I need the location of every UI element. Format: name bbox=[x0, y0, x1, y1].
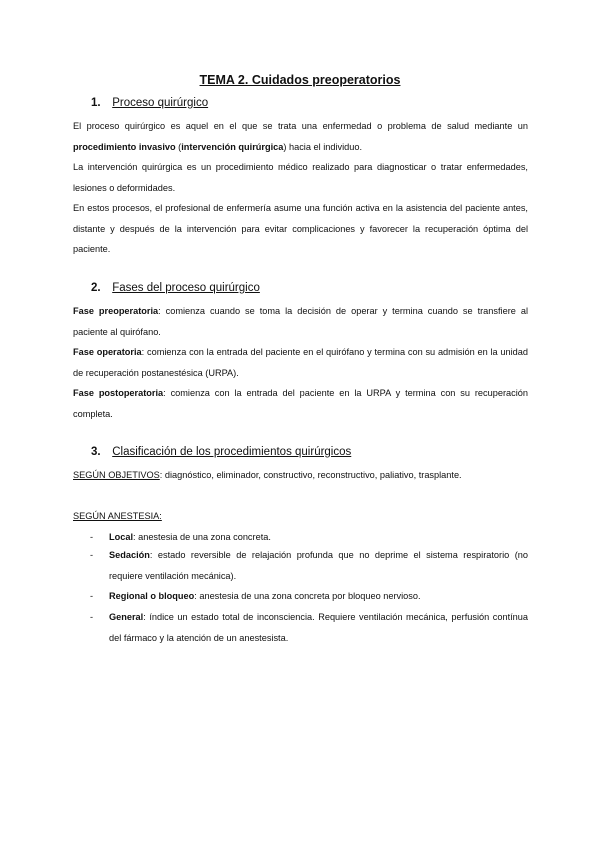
item-label: Regional o bloqueo bbox=[109, 591, 195, 601]
classification-label: SEGÚN OBJETIVOS bbox=[73, 470, 160, 480]
phase-text: : comienza con la entrada del paciente en el quirófano y termina con su admisión en la unidad de recuperación postanestésica (URPA). bbox=[73, 347, 529, 378]
section-number: 1. bbox=[91, 97, 101, 109]
bold-text: intervención quirúrgica bbox=[181, 141, 284, 152]
classification-anesthesia-label bbox=[73, 506, 528, 527]
section-title: Fases del proceso quirúrgico bbox=[112, 282, 260, 294]
item-text: : índice un estado total de inconsciencia. Requiere ventilación mecánica, perfusión contínua del fármaco y la atención de un anestesista. bbox=[109, 612, 528, 643]
item-text: : anestesia de una zona concreta. bbox=[133, 532, 271, 542]
classification-objectives bbox=[73, 465, 528, 486]
phase-operative bbox=[73, 342, 528, 383]
phase-text: : comienza cuando se toma la decisión de operar y termina cuando se transfiere al paciente al quirófano. bbox=[73, 306, 528, 337]
classification-text: : diagnóstico, eliminador, constructivo, reconstructivo, paliativo, trasplante. bbox=[159, 470, 462, 480]
section-title: Proceso quirúrgico bbox=[112, 97, 209, 109]
section-title: Clasificación de los procedimientos quirúrgicos bbox=[112, 446, 352, 458]
phase-label: Fase preoperatoria bbox=[73, 306, 159, 316]
paragraph: La intervención quirúrgica es un procedimiento médico realizado para diagnosticar o tratar enfermedades, lesiones o deformidades. bbox=[73, 162, 528, 193]
section-number: 3. bbox=[91, 446, 101, 458]
classification-label: SEGÚN ANESTESIA: bbox=[73, 511, 162, 521]
text: El proceso quirúrgico es aquel en el que se trata una enfermedad o problema de salud mediante un bbox=[73, 121, 528, 131]
bullet-dash: - bbox=[90, 612, 94, 622]
phase-label: Fase operatoria bbox=[73, 347, 142, 357]
section-1-heading bbox=[91, 97, 208, 109]
phase-text: : comienza con la entrada del paciente en la URPA y termina con su recuperación completa. bbox=[73, 388, 528, 419]
text: ( bbox=[175, 141, 182, 152]
item-label: Local bbox=[109, 532, 133, 542]
bullet-dash: - bbox=[90, 550, 94, 560]
phase-preoperative bbox=[73, 301, 528, 342]
item-text: : anestesia de una zona concreta por bloqueo nervioso. bbox=[194, 591, 421, 601]
section-2-heading bbox=[91, 282, 260, 294]
item-label: Sedación bbox=[109, 550, 150, 560]
bullet-dash: - bbox=[90, 532, 94, 542]
section-number: 2. bbox=[91, 282, 101, 294]
phase-label: Fase postoperatoria bbox=[73, 388, 164, 398]
bullet-dash: - bbox=[90, 591, 94, 601]
paragraph: En estos procesos, el profesional de enfermería asume una función activa en la asistencia del paciente antes, distante y después de la intervención para evitar complicaciones y favorecer la recuperación óptima del paciente. bbox=[73, 203, 528, 255]
section-3-heading bbox=[91, 446, 351, 458]
page-title: TEMA 2. Cuidados preoperatorios bbox=[199, 73, 401, 87]
text: ) hacia el individuo. bbox=[283, 141, 363, 152]
item-text: : estado reversible de relajación profunda que no deprime el sistema respiratorio (no requiere ventilación mecánica). bbox=[109, 550, 528, 581]
paragraph bbox=[73, 116, 528, 157]
phase-postoperative bbox=[73, 383, 528, 424]
item-label: General bbox=[109, 612, 144, 622]
bold-text: procedimiento invasivo bbox=[73, 141, 176, 152]
